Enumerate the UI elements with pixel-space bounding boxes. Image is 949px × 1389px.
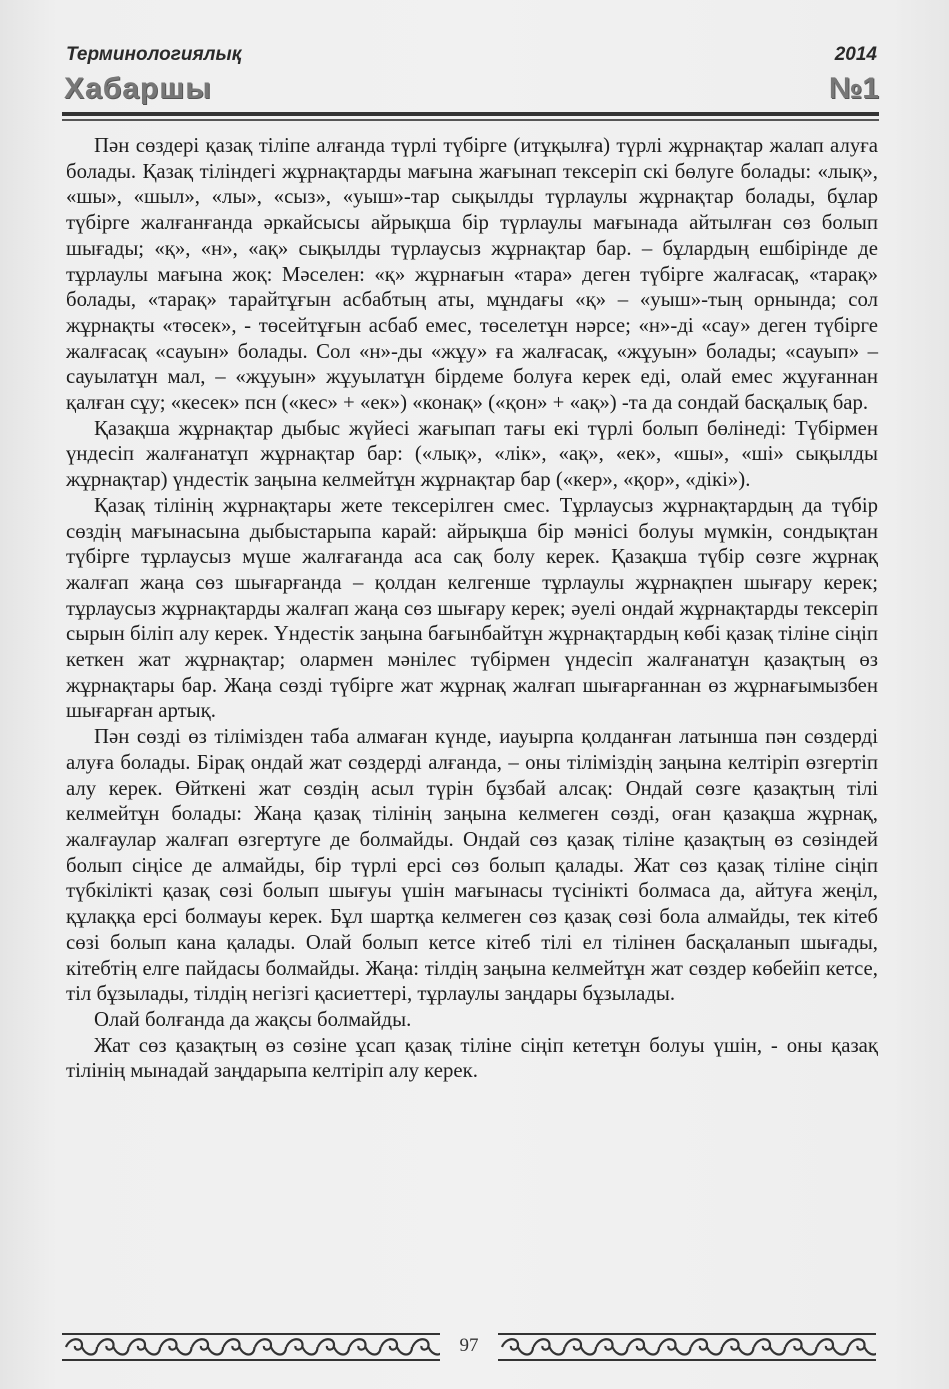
ornament-scroll [691,1339,722,1354]
ornament-border-left [62,1332,440,1362]
paragraph: Пән сөзді өз тілімізден таба алмаған күнде, иауырпа қолданған латынша пән сөздерді алуға болады. Бірақ ондай жат сөздерді алғанда, – оны тіліміздің заңына келтіріп өзгертіп алу керек. Өйткені жат сөздің асыл түрін бұзбай алсақ: Ондай сөзге қазақтың тілі келмейтұн болады: Жаңа қазақ тілінің заңына келмеген сөзді, оған қазақша жұрнақ, жалғаулар жалғап өзгертуге де болмайды. Ондай сөз қазақ тіліне қазақтың өз сөзіндей болып сіңісе де алмайды, бір түрлі ерсі сөз болып қалады. Жат сөз қазақ тіліне сіңіп түбкілікті қазақ сөзі болып шығуы үшін мағынасы түсінікті болмаса да, айтуға жеңіл, құлаққа ерсі болмауы керек. Бұл шартқа келмеген сөз қазақ сөзі бола алмайды, тек кітеб сөзі болып кана қалады. Олай болып кетсе кітеб тілі ел тілінен басқаланып шығады, кітебтің елге пайдасы болмайды. Жаңа: тілдің заңына келмейтұн жат сөздер көбейіп кетсе, тіл бұзылады, тілдің негізгі қасиеттері, тұрлаулы заңдары бұзылады. [66,725,878,1006]
ornament-scroll [628,1339,659,1354]
ornament-scroll [534,1339,565,1354]
ornament-scroll [849,1339,877,1354]
ornament-scroll [161,1339,192,1354]
issue-number: №1 [828,72,879,105]
ornament-scroll [754,1339,785,1354]
ornament-scroll [192,1339,223,1354]
ornament-scroll [660,1339,691,1354]
header-rule-thin [62,119,879,121]
ornament-scroll [502,1339,533,1354]
ornament-scroll [413,1339,441,1354]
ornament-scroll [350,1339,381,1354]
header-rule-thick [62,112,879,116]
ornament-scroll [129,1339,160,1354]
ornament-scroll [318,1339,349,1354]
paragraph: Олай болғанда да жақсы болмайды. [94,1007,412,1031]
ornament-scroll [287,1339,318,1354]
ornament-scroll [597,1339,628,1354]
page-footer [62,1332,876,1362]
ornament-scroll [98,1339,129,1354]
ornament-scroll [381,1339,412,1354]
ornament-scroll [66,1339,97,1354]
article-body [66,133,878,1084]
ornament-scroll [817,1339,848,1354]
issue-year: 2014 [834,44,877,65]
journal-name-main: Хабаршы [64,72,212,105]
paragraph: Қазақ тілінің жұрнақтары жете тексерілген смес. Тұрлаусыз жұрнақтардың да түбір сөздің мағынасына дыбыстарыпа карай: айрықша бір мәнісі болуы мүмкін, сондықтан түбірге тұрлаусыз мүше жалғағанда аса сақ болу керек. Қазақша түбір сөзге жұрнақ жалғап жаңа сөз шығарғанда – қолдан келгенше тұрлаулы жұрнақпен шығару керек; тұрлаусыз жұрнақтарды жалғап жаңа сөз шығару керек; әуелі ондай жұрнақтарды тексеріп сырын біліп алу керек. Үндестік заңына бағынбайтұн жұрнақтардың көбі қазақ тіліне сіңіп кеткен жат жұрнақтар; олармен мәнілес түбірмен үндесіп жалғанатұн қазақтың өз жұрнақтары бар. Жаңа сөзді түбірге жат жұрнақ жалғап шығарғаннан өз жұрнағымызбен шығарған артық. [66,493,878,723]
paragraph: Пән сөздері қазақ тіліпе алғанда түрлі түбірге (итұқылға) түрлі жұрнақтар жалап алуға болады. Қазақ тіліндегі жұрнақтарды мағына жағынап тексеріп скі бөлуге болады: «лық», «шы», «шыл», «лы», «сыз», «уыш»-тар сықылды түрлаулы жұрнақтар болады, бұлар түбірге жалғанғанда әркайсысы айрықша бір түрлаулы мағынада айтылған сөз болып шығады; «қ», «н», «ақ» сықылды түрлаусыз жұрнақтар бар. – бұлардың ешбірінде де тұрлаулы мағына жоқ: Мәселен: «қ» жұрнағын «тара» деген түбірге жалғасақ, «тарақ» болады, «тарақ» тарайтұғын асбабтың аты, мұндағы «қ» – «уыш»-тың орнында; сол жұрнақты «төсек», - төсейтұғын асбаб емес, төселетұн нәрсе; «н»-ді «сау» деген түбірге жалғасақ «сауын» болады. Сол «н»-ды «жұу» ға жалғасақ, «жұуын» болады; «сауып» – сауылатұн мал, – «жұуын» жұуылатұн бірдеме болуға керек еді, олай емес жұуғаннан қалған сұу; «кесек» псн («кес» + «ек») «конақ» («қон» + «ақ») -та да сондай басқалық бар. [66,134,878,415]
ornament-scroll [255,1339,286,1354]
ornament-scroll [224,1339,255,1354]
ornament-scroll [723,1339,754,1354]
ornament-scroll [565,1339,596,1354]
paragraph: Қазақша жұрнақтар дыбыс жүйесі жағыпап тағы екі түрлі болып бөлінеді: Түбірмен үндесіп жалғанатұп жұрнақтар бар: («лық», «лік», «ақ», «ек», «шы», «ші» сықылды жұрнақтар) үндестік заңына келмейтұн жұрнақтар бар («кер», «қор», «дікі»). [66,416,878,492]
paragraph: Жат сөз қазақтың өз сөзіне ұсап қазақ тіліне сіңіп кететұн болуы үшін, - оны қазақ тілінің мынадай заңдарыпа келтіріп алу керек. [66,1033,878,1083]
journal-name-top: Терминологиялық [66,44,242,65]
page-number: 97 [459,1335,479,1356]
ornament-scroll [786,1339,817,1354]
ornament-border-right [498,1332,876,1362]
